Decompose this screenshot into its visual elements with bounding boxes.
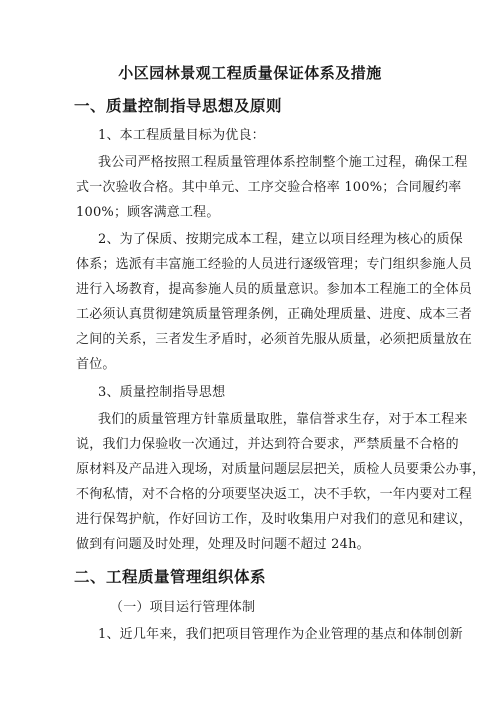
- paragraph-line: 式一次验收合格。其中单元、工序交验合格率 100%；合同履约率: [76, 180, 462, 195]
- paragraph-line: 说，我们力保验收一次通过，并达到符合要求，严禁质量不合格的: [76, 437, 459, 452]
- paragraph-line: 工必须认真贯彻建筑质量管理条例，正确处理质量、进度、成本三者: [76, 307, 473, 322]
- paragraph-line: 我们的质量管理方针靠质量取胜，靠信誉求生存，对于本工程来: [98, 412, 468, 427]
- subsection-heading: （一）项目运行管理体制: [110, 600, 256, 615]
- item-1-heading: 1、本工程质量目标为优良：: [98, 128, 265, 143]
- paragraph-line: 首位。: [76, 357, 116, 372]
- section-2-heading: 二、工程质量管理组织体系: [74, 567, 267, 586]
- paragraph-line: 进行入场教育，提高参施人员的质量意识。参加本工程施工的全体员: [76, 282, 473, 297]
- paragraph-line: 1、近几年来，我们把项目管理作为企业管理的基点和体制创新: [98, 627, 463, 642]
- item-3-heading: 3、质量控制指导思想: [98, 385, 226, 400]
- paragraph-line: 做到有问题及时处理，处理及时问题不超过 24h。: [76, 537, 370, 552]
- paragraph-line: 体系；选派有丰富施工经验的人员进行逐级管理；专门组织参施人员: [76, 257, 473, 272]
- document-title: 小区园林景观工程质量保证体系及措施: [118, 64, 382, 82]
- paragraph-line: 2、为了保质、按期完成本工程，建立以项目经理为核心的质保: [98, 232, 463, 247]
- paragraph-line: 我公司严格按照工程质量管理体系控制整个施工过程，确保工程: [98, 155, 468, 170]
- paragraph-line: 进行保驾护航，作好回访工作，及时收集用户对我们的意见和建议，: [76, 512, 473, 527]
- paragraph-line: 原材料及产品进入现场，对质量问题层层把关，质检人员要秉公办事，: [76, 462, 486, 477]
- paragraph-line: 之间的关系，三者发生矛盾时，必须首先服从质量，必须把质量放在: [76, 332, 473, 347]
- paragraph-line: 不徇私情，对不合格的分项要坚决返工，决不手软，一年内要对工程: [76, 487, 473, 502]
- paragraph-line: 100%；顾客满意工程。: [76, 205, 220, 220]
- section-1-heading: 一、质量控制指导思想及原则: [74, 96, 283, 115]
